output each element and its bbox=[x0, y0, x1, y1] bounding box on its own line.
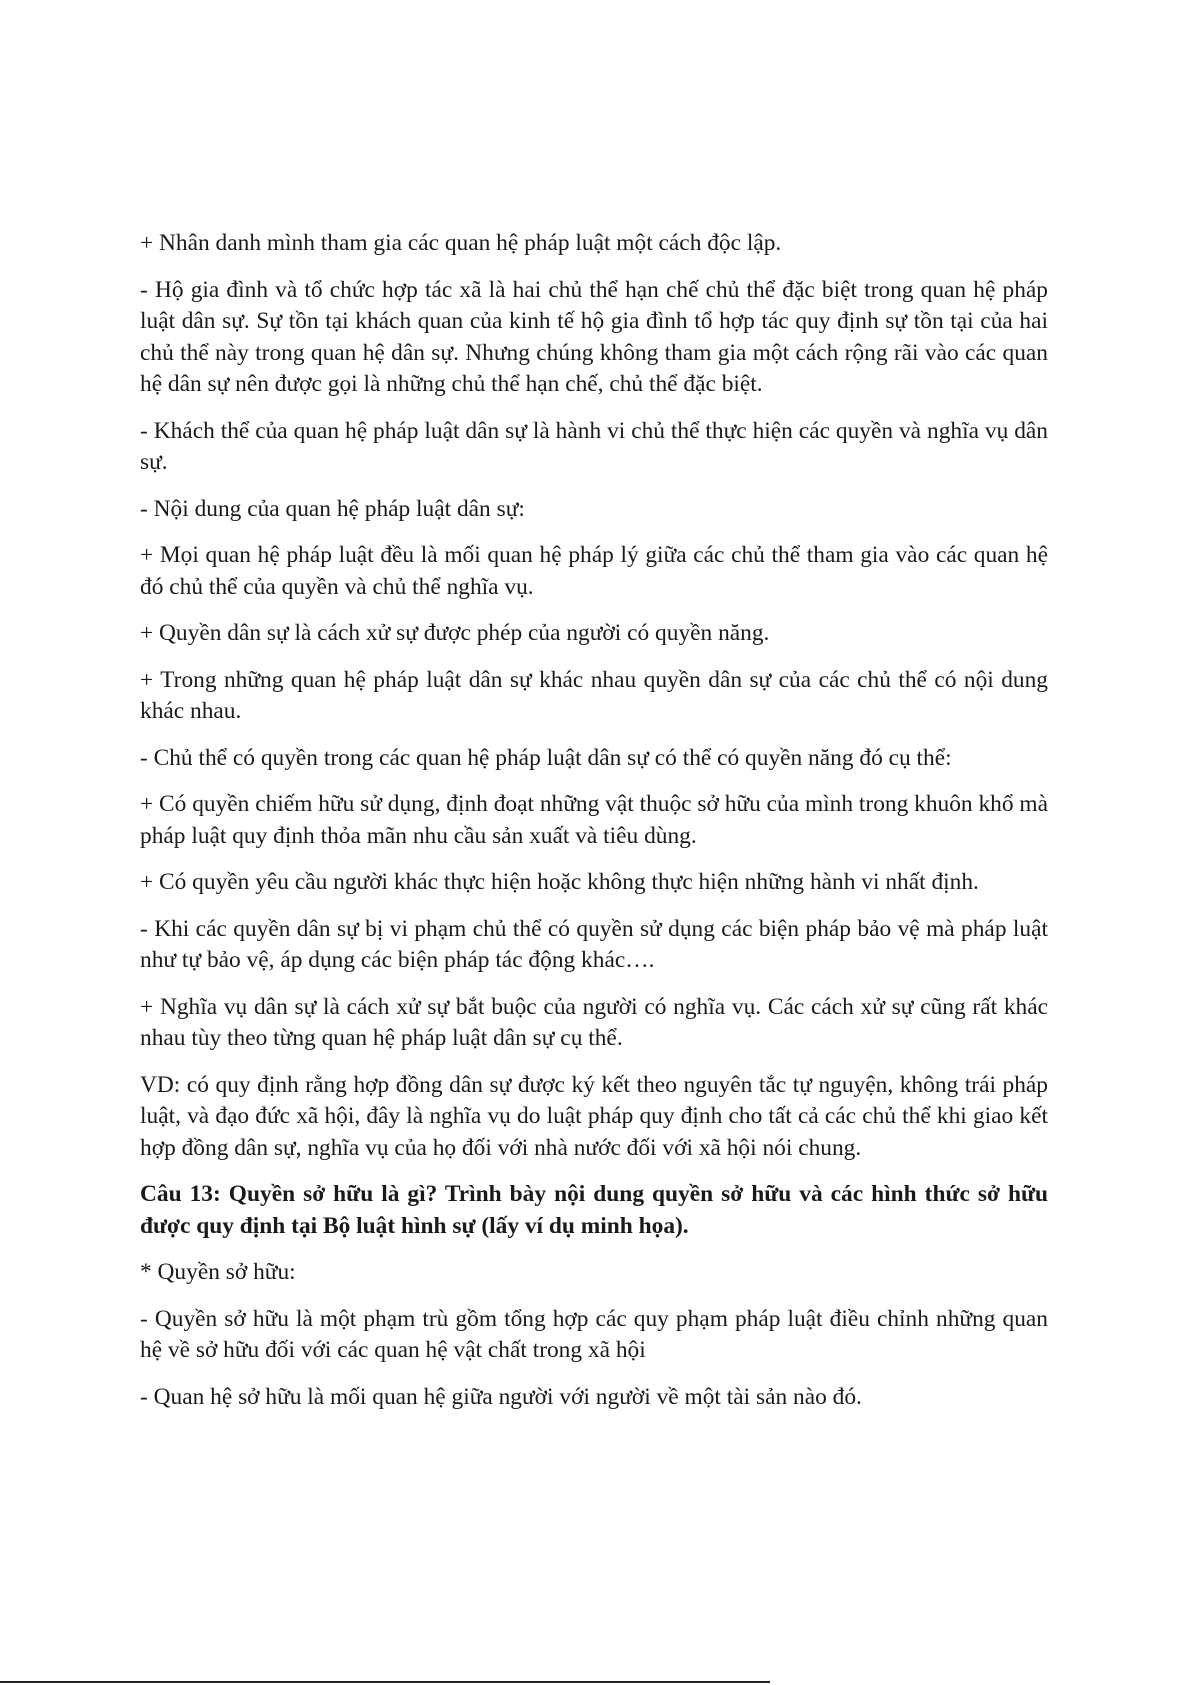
paragraph-8: - Chủ thể có quyền trong các quan hệ pháp luật dân sự có thể có quyền năng đó cụ thể: bbox=[140, 744, 952, 771]
document-page bbox=[140, 228, 1048, 1428]
paragraph-9: + Có quyền chiếm hữu sử dụng, định đoạt những vật thuộc sở hữu của mình trong khuôn khổ mà pháp luật quy định thỏa mãn nhu cầu sản xuất và tiêu dùng. bbox=[140, 791, 1048, 849]
paragraph-15: * Quyền sở hữu: bbox=[140, 1259, 296, 1285]
paragraph-13: VD: có quy định rằng hợp đồng dân sự được ký kết theo nguyên tắc tự nguyện, không trái pháp luật, và đạo đức xã hội, đây là nghĩa vụ do luật pháp quy định cho tất cả các chủ thể khi giao kết hợp đồng dân sự, nghĩa vụ của họ đối với nhà nước đối với xã hội nói chung. bbox=[140, 1071, 1048, 1161]
question-13-heading: Câu 13: Quyền sở hữu là gì? Trình bày nội dung quyền sở hữu và các hình thức sở hữu được quy định tại Bộ luật hình sự (lấy ví dụ minh họa). bbox=[140, 1181, 1048, 1239]
paragraph-3: - Khách thể của quan hệ pháp luật dân sự là hành vi chủ thể thực hiện các quyền và nghĩa vụ dân sự. bbox=[140, 417, 1048, 475]
paragraph-4: - Nội dung của quan hệ pháp luật dân sự: bbox=[140, 495, 525, 522]
paragraph-17: - Quan hệ sở hữu là mối quan hệ giữa người với người về một tài sản nào đó. bbox=[140, 1383, 862, 1410]
paragraph-11: - Khi các quyền dân sự bị vi phạm chủ thể có quyền sử dụng các biện pháp bảo vệ mà pháp luật như tự bảo vệ, áp dụng các biện pháp tác động khác…. bbox=[140, 915, 1048, 973]
paragraph-12: + Nghĩa vụ dân sự là cách xử sự bắt buộc của người có nghĩa vụ. Các cách xử sự cũng rất khác nhau tùy theo từng quan hệ pháp luật dân sự cụ thể. bbox=[140, 993, 1048, 1051]
paragraph-6: + Quyền dân sự là cách xử sự được phép của người có quyền năng. bbox=[140, 620, 770, 646]
paragraph-10: + Có quyền yêu cầu người khác thực hiện hoặc không thực hiện những hành vi nhất định. bbox=[140, 869, 979, 895]
paragraph-1: + Nhân danh mình tham gia các quan hệ pháp luật một cách độc lập. bbox=[140, 230, 782, 256]
paragraph-5: + Mọi quan hệ pháp luật đều là mối quan hệ pháp lý giữa các chủ thể tham gia vào các quan hệ đó chủ thể của quyền và chủ thể nghĩa vụ. bbox=[140, 542, 1048, 600]
paragraph-16: - Quyền sở hữu là một phạm trù gồm tổng hợp các quy phạm pháp luật điều chỉnh những quan hệ về sở hữu đối với các quan hệ vật chất trong xã hội bbox=[140, 1305, 1048, 1363]
paragraph-2: - Hộ gia đình và tổ chức hợp tác xã là hai chủ thể hạn chế chủ thể đặc biệt trong quan hệ pháp luật dân sự. Sự tồn tại khách quan của kinh tế hộ gia đình tổ hợp tác quy định sự tồn tại của hai chủ thể này trong quan hệ dân sự. Nhưng chúng không tham gia một cách rộng rãi vào các quan hệ dân sự nên được gọi là những chủ thể hạn chế, chủ thể đặc biệt. bbox=[140, 276, 1048, 397]
paragraph-7: + Trong những quan hệ pháp luật dân sự khác nhau quyền dân sự của các chủ thể có nội dung khác nhau. bbox=[140, 666, 1048, 724]
bottom-rule bbox=[0, 1681, 770, 1683]
